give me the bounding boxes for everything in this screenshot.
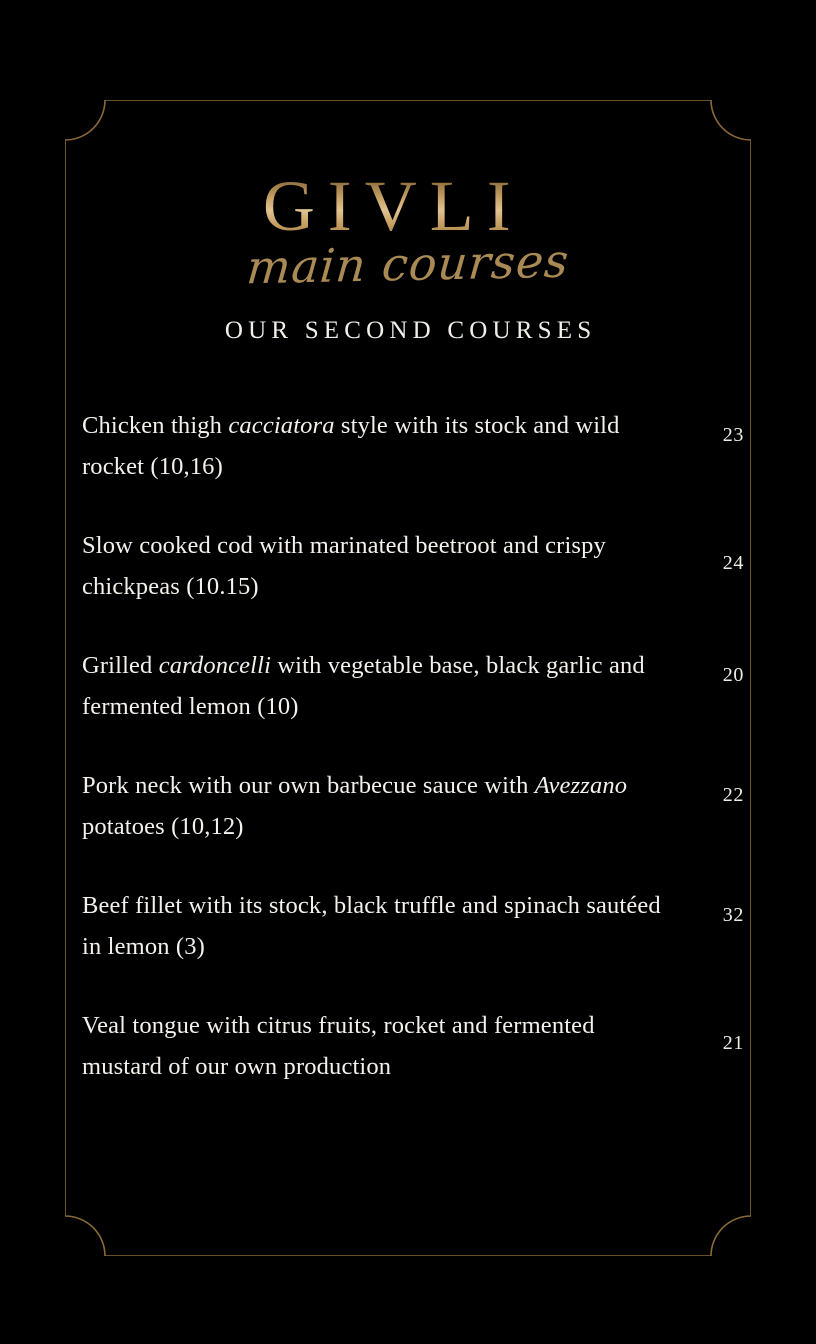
menu-item-price: 32 xyxy=(722,904,744,926)
section-title: OUR SECOND COURSES xyxy=(224,316,597,344)
menu-item-list xyxy=(82,405,750,1087)
menu-item xyxy=(82,885,750,967)
menu-item-text: Veal tongue with citrus fruits, rocket and fermented mustard of our own production xyxy=(82,1012,595,1080)
menu-item-text: potatoes (10,12) xyxy=(82,813,244,840)
menu-item xyxy=(82,765,750,847)
menu-item xyxy=(82,405,750,487)
menu-item-description xyxy=(82,525,662,607)
menu-item-description xyxy=(82,765,662,847)
menu-item-price: 24 xyxy=(722,552,744,574)
brand-title-lambda-a: A xyxy=(523,170,567,243)
menu-item-price: 22 xyxy=(722,784,744,806)
menu-item-italic-term: Avezzano xyxy=(534,772,628,799)
menu-item-italic-term: cacciatora xyxy=(228,412,335,439)
menu-item-text: Grilled xyxy=(82,652,159,679)
menu-item-description xyxy=(82,1005,662,1087)
menu-item-price: 23 xyxy=(722,424,744,446)
menu-item-italic-term: cardoncelli xyxy=(158,652,272,679)
menu-item-text: with vegetable base, black garlic and fermented lemon (10) xyxy=(82,652,645,720)
menu-item-price: 21 xyxy=(722,1032,744,1054)
menu-item-text: style with its stock and wild rocket (10,16) xyxy=(82,412,620,480)
menu-item xyxy=(82,645,750,727)
menu-item xyxy=(82,525,750,607)
menu-frame xyxy=(65,100,751,1256)
menu-header xyxy=(65,166,751,345)
menu-item-price: 20 xyxy=(722,664,744,686)
brand-title xyxy=(65,166,751,246)
menu-item-text: Slow cooked cod with marinated beetroot and crispy chickpeas (10.15) xyxy=(82,532,606,600)
menu-item xyxy=(82,1005,750,1087)
menu-item-text: Pork neck with our own barbecue sauce with xyxy=(82,772,535,799)
menu-item-description xyxy=(82,405,662,487)
brand-title-main: GIVLI xyxy=(262,166,524,246)
menu-item-description xyxy=(82,645,662,727)
menu-item-description xyxy=(82,885,662,967)
menu-item-text: Beef fillet with its stock, black truffle and spinach sautéed in lemon (3) xyxy=(82,892,661,960)
menu-item-text: Chicken thigh xyxy=(82,412,229,439)
script-subtitle: main courses xyxy=(244,233,572,295)
